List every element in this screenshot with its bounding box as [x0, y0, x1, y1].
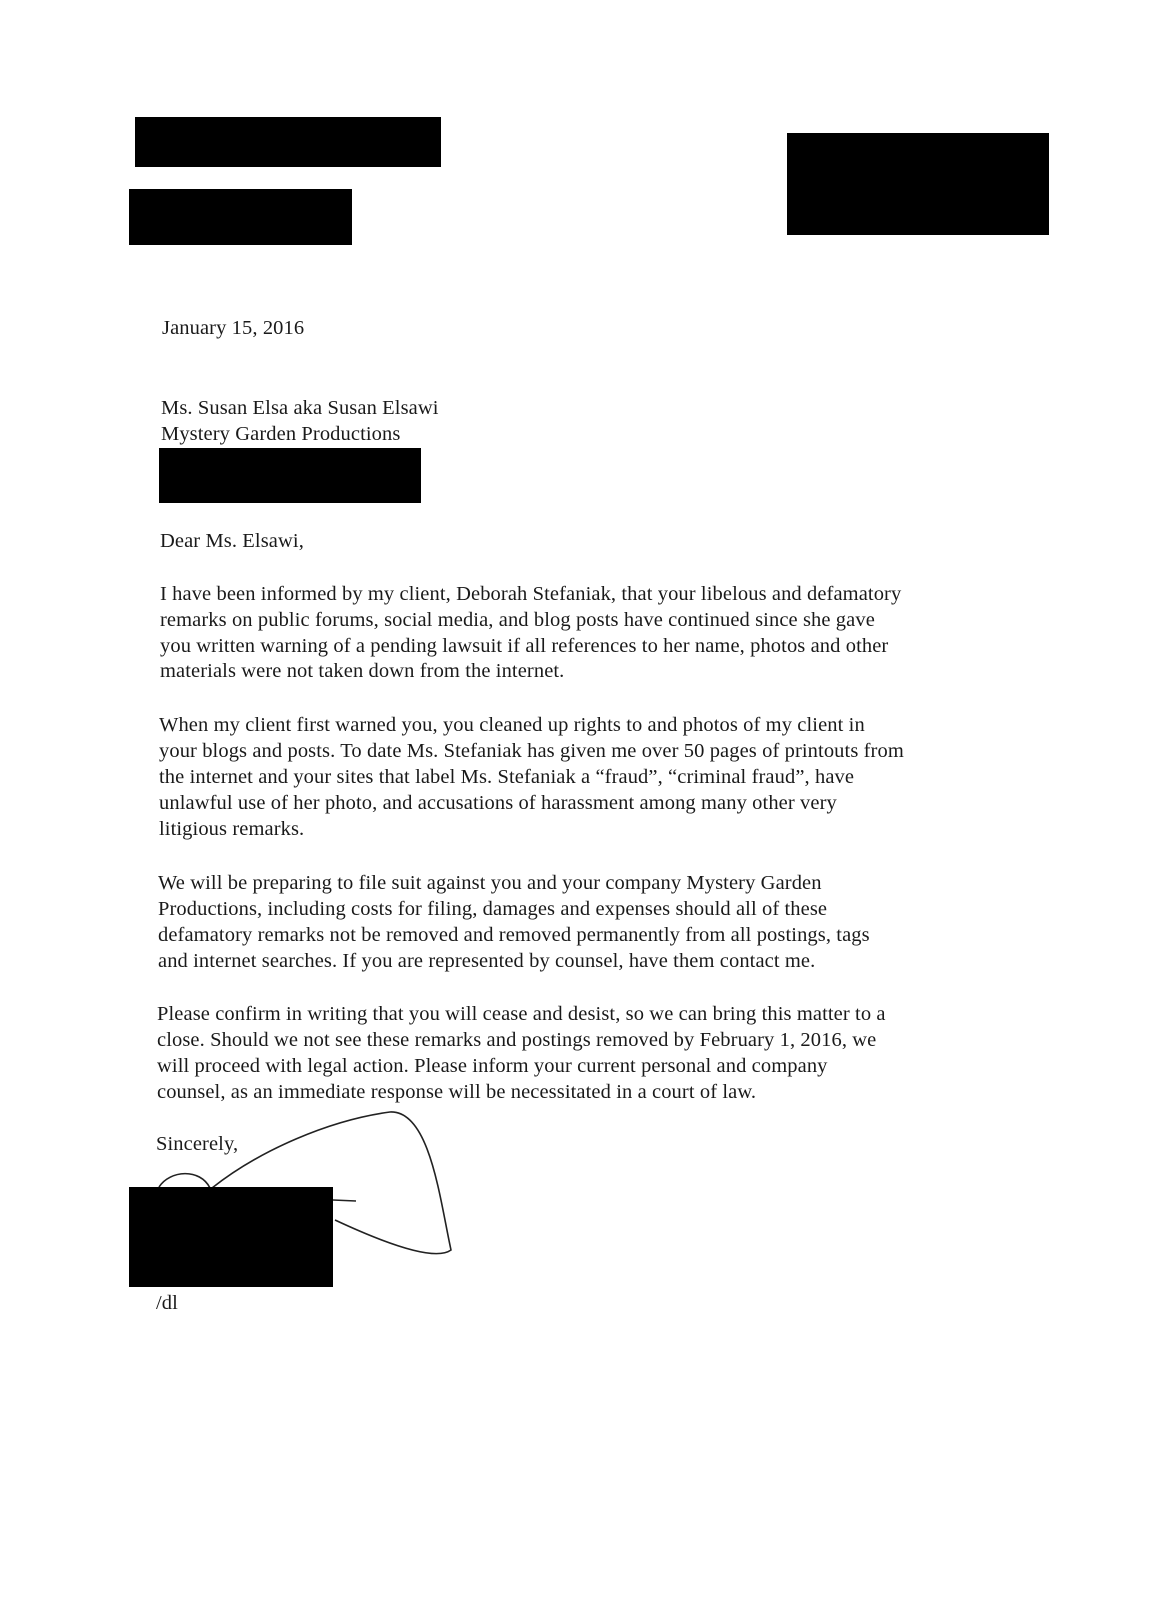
paragraph-line: counsel, as an immediate response will be necessitated in a court of law.	[157, 1081, 757, 1103]
paragraph-line: will proceed with legal action. Please inform your current personal and company	[157, 1055, 828, 1077]
paragraph-line: unlawful use of her photo, and accusations of harassment among many other very	[159, 792, 837, 814]
recipient-name: Ms. Susan Elsa aka Susan Elsawi	[161, 397, 439, 419]
typist-initials: /dl	[156, 1292, 178, 1314]
paragraph-line: materials were not taken down from the internet.	[160, 660, 565, 682]
paragraph-line: We will be preparing to file suit against you and your company Mystery Garden	[158, 872, 822, 894]
paragraph-line: When my client first warned you, you cleaned up rights to and photos of my client in	[159, 714, 865, 736]
paragraph-line: Productions, including costs for filing, damages and expenses should all of these	[158, 898, 828, 920]
paragraph-line: defamatory remarks not be removed and removed permanently from all postings, tags	[158, 924, 870, 946]
paragraph-line: and internet searches. If you are represented by counsel, have them contact me.	[158, 950, 816, 972]
paragraph-line: I have been informed by my client, Deborah Stefaniak, that your libelous and defamatory	[160, 583, 902, 605]
paragraph-line: the internet and your sites that label Ms. Stefaniak a “fraud”, “criminal fraud”, have	[159, 766, 855, 788]
salutation: Dear Ms. Elsawi,	[160, 530, 304, 552]
closing: Sincerely,	[156, 1133, 239, 1155]
redacted-signatory-name	[129, 1187, 333, 1287]
paragraph-line: litigious remarks.	[159, 818, 305, 840]
paragraph-line: Please confirm in writing that you will cease and desist, so we can bring this matter to a	[157, 1003, 886, 1025]
paragraph-line: close. Should we not see these remarks and postings removed by February 1, 2016, we	[157, 1029, 877, 1051]
paragraph-line: your blogs and posts. To date Ms. Stefaniak has given me over 50 pages of printouts from	[159, 740, 904, 762]
recipient-company: Mystery Garden Productions	[161, 423, 401, 445]
letter-date: January 15, 2016	[162, 317, 305, 339]
paragraph-line: remarks on public forums, social media, and blog posts have continued since she gave	[160, 609, 875, 631]
paragraph-line: you written warning of a pending lawsuit if all references to her name, photos and other	[160, 635, 889, 657]
